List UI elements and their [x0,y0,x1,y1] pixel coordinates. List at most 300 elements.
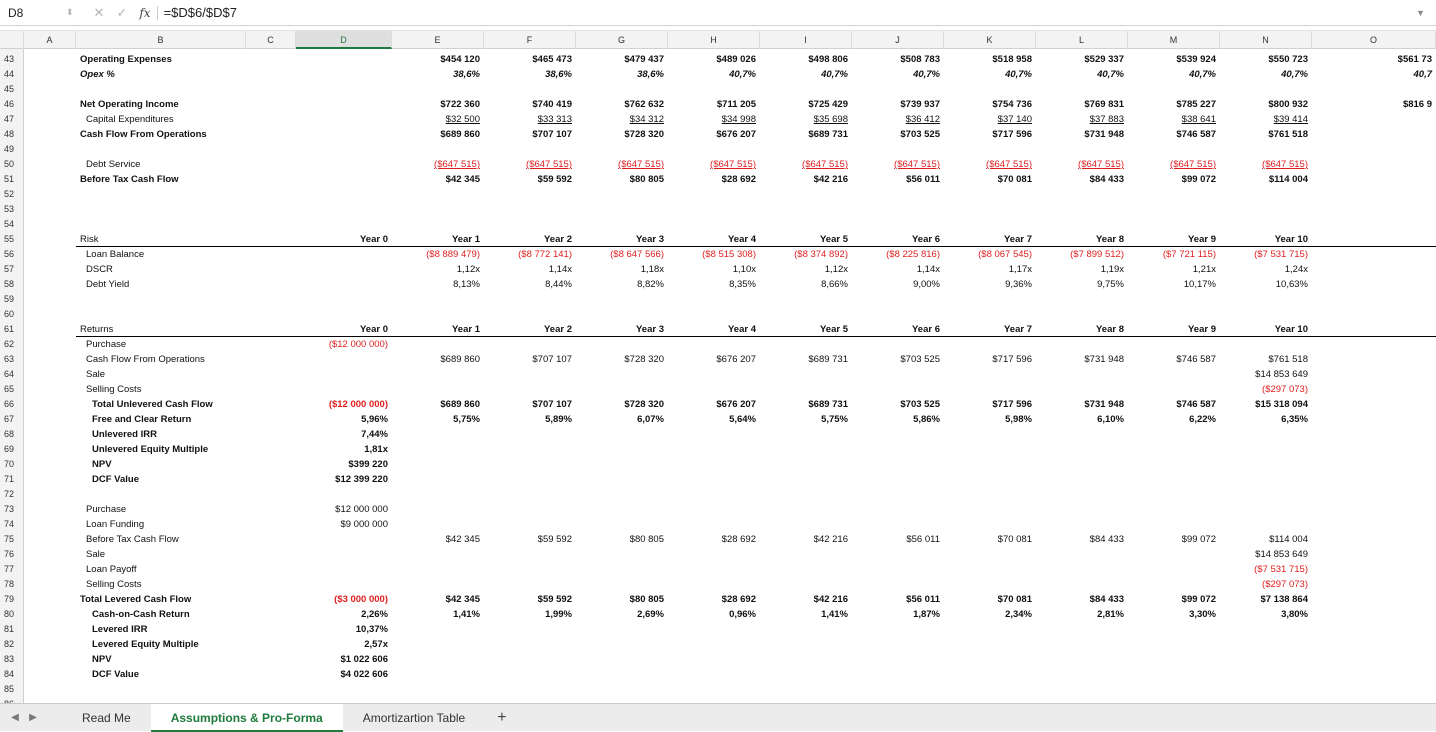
row-header[interactable]: 43 [4,54,15,64]
row-label[interactable]: Selling Costs [86,384,142,395]
select-all-corner[interactable] [0,31,24,49]
row-label[interactable]: Returns [80,324,114,335]
cell-k[interactable]: $37 140 [997,114,1032,125]
cell-l[interactable]: $731 948 [1084,399,1124,410]
row-label[interactable]: Risk [80,234,99,245]
column-header-f[interactable]: F [484,31,576,49]
cell-e[interactable]: 38,6% [453,69,480,80]
cell-j[interactable]: ($647 515) [894,159,940,170]
cell-i[interactable]: $498 806 [808,54,848,65]
cell-n[interactable]: 10,63% [1275,279,1308,290]
row-header[interactable]: 79 [4,594,15,604]
cell-e[interactable]: 1,41% [453,609,480,620]
row-header[interactable]: 66 [4,399,15,409]
column-header-l[interactable]: L [1036,31,1128,49]
row-header[interactable]: 65 [4,384,15,394]
row-header[interactable]: 62 [4,339,15,349]
cell-m[interactable]: ($7 721 115) [1162,249,1216,260]
cell-l[interactable]: ($647 515) [1078,159,1124,170]
cell-h[interactable]: ($8 515 308) [702,249,756,260]
row-header[interactable]: 48 [4,129,15,139]
cell-i[interactable]: 8,66% [821,279,848,290]
cell-d[interactable]: ($3 000 000) [334,594,388,605]
row-label[interactable]: Loan Payoff [86,564,137,575]
cell-g[interactable]: 8,82% [637,279,664,290]
row-header[interactable]: 67 [4,414,15,424]
cell-g[interactable]: $762 632 [624,99,664,110]
cell-j[interactable]: $56 011 [906,174,940,185]
cell-f[interactable]: $33 313 [537,114,572,125]
cell-j[interactable]: $56 011 [906,594,940,605]
row-label[interactable]: Unlevered IRR [92,429,157,440]
cell-i[interactable]: Year 5 [820,324,848,335]
cell-k[interactable]: $518 958 [992,54,1032,65]
cell-o[interactable]: 40,7 [1413,69,1432,80]
cell-k[interactable]: 9,36% [1005,279,1032,290]
cell-g[interactable]: 1,18x [640,264,664,275]
cell-g[interactable]: $80 805 [629,594,664,605]
cell-k[interactable]: $717 596 [992,129,1032,140]
cell-l[interactable]: Year 8 [1096,234,1124,245]
cell-h[interactable]: $676 207 [716,399,756,410]
cell-k[interactable]: 40,7% [1005,69,1032,80]
cell-j[interactable]: 1,14x [916,264,940,275]
row-header[interactable]: 47 [4,114,15,124]
cell-g[interactable]: Year 3 [636,324,664,335]
confirm-icon[interactable]: ✓ [116,4,128,20]
cell-l[interactable]: 40,7% [1097,69,1124,80]
cell-j[interactable]: $703 525 [900,129,940,140]
cell-d[interactable]: $399 220 [348,459,388,470]
cell-f[interactable]: ($8 772 141) [518,249,572,260]
cell-j[interactable]: $56 011 [906,534,940,545]
cell-l[interactable]: $84 433 [1089,174,1124,185]
cell-n[interactable]: $14 853 649 [1255,369,1308,380]
cell-o[interactable]: $816 9 [1402,99,1432,110]
cell-d[interactable]: $12 399 220 [335,474,388,485]
row-label[interactable]: Loan Funding [86,519,145,530]
row-label[interactable]: NPV [92,654,112,665]
cell-e[interactable]: Year 1 [452,234,480,245]
row-label[interactable]: Operating Expenses [80,54,172,65]
cell-g[interactable]: Year 3 [636,234,664,245]
cell-g[interactable]: $728 320 [624,354,664,365]
cell-f[interactable]: $59 592 [537,174,572,185]
row-label[interactable]: Purchase [86,339,127,350]
cell-f[interactable]: $740 419 [532,99,572,110]
cell-j[interactable]: 9,00% [913,279,940,290]
cell-l[interactable]: $84 433 [1089,534,1124,545]
cell-f[interactable]: $59 592 [537,534,572,545]
cell-i[interactable]: $35 698 [813,114,848,125]
cell-d[interactable]: 2,57x [364,639,388,650]
row-label[interactable]: Levered Equity Multiple [92,639,199,650]
fx-icon[interactable]: fx [139,6,157,20]
row-header[interactable]: 61 [4,324,15,334]
cell-d[interactable]: ($12 000 000) [328,339,388,350]
row-label[interactable]: Total Levered Cash Flow [80,594,192,605]
cell-m[interactable]: $99 072 [1181,594,1216,605]
cell-l[interactable]: $769 831 [1084,99,1124,110]
cell-e[interactable]: $42 345 [445,594,480,605]
cell-n[interactable]: 40,7% [1281,69,1308,80]
cell-e[interactable]: $722 360 [440,99,480,110]
cell-l[interactable]: 6,10% [1097,414,1124,425]
row-header[interactable]: 64 [4,369,15,379]
sheet-grid[interactable] [0,49,1436,703]
cell-l[interactable]: 1,19x [1100,264,1124,275]
cell-j[interactable]: $739 937 [900,99,940,110]
row-label[interactable]: Debt Yield [86,279,130,290]
cell-d[interactable]: 5,96% [361,414,388,425]
cell-f[interactable]: $707 107 [532,399,572,410]
cell-f[interactable]: $59 592 [537,594,572,605]
cell-l[interactable]: $731 948 [1084,129,1124,140]
cell-f[interactable]: 8,44% [545,279,572,290]
cell-h[interactable]: 5,64% [729,414,756,425]
cell-i[interactable]: $689 731 [808,354,848,365]
cell-g[interactable]: $728 320 [624,129,664,140]
row-header[interactable]: 82 [4,639,15,649]
cell-m[interactable]: $99 072 [1181,534,1216,545]
cell-k[interactable]: $70 081 [997,174,1032,185]
row-label[interactable]: NPV [92,459,112,470]
cell-l[interactable]: $37 883 [1089,114,1124,125]
cancel-icon[interactable]: ✕ [93,4,105,20]
row-label[interactable]: DCF Value [92,474,139,485]
cell-i[interactable]: $42 216 [813,594,848,605]
row-label[interactable]: Levered IRR [92,624,148,635]
row-header[interactable]: 72 [4,489,15,499]
cell-k[interactable]: 1,17x [1008,264,1032,275]
cell-n[interactable]: $800 932 [1268,99,1308,110]
cell-i[interactable]: $725 429 [808,99,848,110]
row-header[interactable]: 46 [4,99,15,109]
cell-h[interactable]: $676 207 [716,129,756,140]
row-header[interactable]: 80 [4,609,15,619]
row-header[interactable]: 44 [4,69,15,79]
cell-m[interactable]: $539 924 [1176,54,1216,65]
cell-d[interactable]: $4 022 606 [340,669,388,680]
cell-h[interactable]: 0,96% [729,609,756,620]
row-label[interactable]: DSCR [86,264,113,275]
cell-h[interactable]: 1,10x [732,264,756,275]
cell-d[interactable]: ($12 000 000) [328,399,388,410]
cell-h[interactable]: $28 692 [721,594,756,605]
cell-m[interactable]: 40,7% [1189,69,1216,80]
cell-e[interactable]: Year 1 [452,324,480,335]
cell-h[interactable]: Year 4 [728,234,756,245]
row-label[interactable]: Before Tax Cash Flow [80,174,179,185]
cell-d[interactable]: Year 0 [360,324,388,335]
column-header-h[interactable]: H [668,31,760,49]
cell-f[interactable]: Year 2 [544,324,572,335]
cell-e[interactable]: $42 345 [445,534,480,545]
row-header[interactable]: 73 [4,504,15,514]
cell-n[interactable]: $114 004 [1269,534,1308,545]
name-box-stepper-icon[interactable]: ⬍ [66,7,74,17]
row-label[interactable]: Purchase [86,504,127,515]
cell-e[interactable]: ($647 515) [434,159,480,170]
cell-h[interactable]: 8,35% [729,279,756,290]
next-sheet-icon[interactable]: ▶ [29,712,37,723]
row-header[interactable]: 81 [4,624,15,634]
row-header[interactable]: 69 [4,444,15,454]
cell-m[interactable]: 10,17% [1183,279,1216,290]
cell-m[interactable]: $746 587 [1176,129,1216,140]
formula-input[interactable]: =$D$6/$D$7 [163,5,237,20]
row-label[interactable]: Cash Flow From Operations [86,354,205,365]
name-box[interactable]: D8 [8,5,24,20]
cell-d[interactable]: 7,44% [361,429,388,440]
cell-e[interactable]: $454 120 [440,54,480,65]
cell-g[interactable]: $479 437 [624,54,664,65]
cell-l[interactable]: ($7 899 512) [1070,249,1124,260]
row-label[interactable]: Sale [86,549,106,560]
cell-h[interactable]: $34 998 [721,114,756,125]
cell-j[interactable]: Year 6 [912,234,940,245]
cell-f[interactable]: $465 473 [532,54,572,65]
row-header[interactable]: 74 [4,519,15,529]
cell-i[interactable]: 1,41% [821,609,848,620]
cell-h[interactable]: Year 4 [728,324,756,335]
cell-m[interactable]: Year 9 [1188,234,1216,245]
row-header[interactable]: 51 [4,174,15,184]
cell-i[interactable]: $689 731 [808,399,848,410]
row-header[interactable]: 71 [4,474,15,484]
cell-n[interactable]: $114 004 [1268,174,1308,185]
row-header[interactable]: 45 [4,84,15,94]
cell-g[interactable]: 38,6% [637,69,664,80]
cell-f[interactable]: Year 2 [544,234,572,245]
cell-f[interactable]: 5,89% [545,414,572,425]
row-header[interactable]: 57 [4,264,15,274]
cell-m[interactable]: 6,22% [1189,414,1216,425]
cell-k[interactable]: $754 736 [992,99,1032,110]
cell-h[interactable]: ($647 515) [710,159,756,170]
cell-n[interactable]: $7 138 864 [1260,594,1308,605]
cell-n[interactable]: Year 10 [1274,324,1308,335]
cell-g[interactable]: 6,07% [637,414,664,425]
cell-h[interactable]: $489 026 [716,54,756,65]
cell-j[interactable]: Year 6 [912,324,940,335]
cell-l[interactable]: $84 433 [1089,594,1124,605]
cell-k[interactable]: 2,34% [1005,609,1032,620]
cell-d[interactable]: Year 0 [360,234,388,245]
cell-k[interactable]: Year 7 [1004,234,1032,245]
row-label[interactable]: Total Unlevered Cash Flow [92,399,213,410]
add-sheet-button[interactable]: + [497,708,507,726]
row-header[interactable]: 70 [4,459,15,469]
row-header[interactable]: 56 [4,249,15,259]
column-header-a[interactable]: A [24,31,76,49]
expand-formula-icon[interactable]: ▼ [1416,7,1425,18]
cell-l[interactable]: 9,75% [1097,279,1124,290]
cell-j[interactable]: $703 525 [900,354,940,365]
cell-m[interactable]: $38 641 [1181,114,1216,125]
cell-f[interactable]: $707 107 [532,129,572,140]
cell-k[interactable]: $717 596 [992,354,1032,365]
row-header[interactable]: 59 [4,294,15,304]
cell-l[interactable]: 2,81% [1097,609,1124,620]
cell-j[interactable]: $703 525 [900,399,940,410]
cell-i[interactable]: ($647 515) [802,159,848,170]
cell-n[interactable]: $15 318 094 [1255,399,1308,410]
cell-e[interactable]: $32 500 [445,114,480,125]
cell-l[interactable]: $529 337 [1084,54,1124,65]
column-header-k[interactable]: K [944,31,1036,49]
cell-g[interactable]: $34 312 [629,114,664,125]
cell-i[interactable]: $42 216 [813,534,848,545]
cell-f[interactable]: 1,99% [545,609,572,620]
row-header[interactable]: 85 [4,684,15,694]
row-header[interactable]: 68 [4,429,15,439]
row-label[interactable]: DCF Value [92,669,139,680]
cell-d[interactable]: $9 000 000 [340,519,388,530]
row-label[interactable]: Opex % [80,69,115,80]
cell-m[interactable]: $99 072 [1181,174,1216,185]
row-label[interactable]: Net Operating Income [80,99,179,110]
cell-k[interactable]: $717 596 [992,399,1032,410]
cell-d[interactable]: 1,81x [364,444,388,455]
cell-k[interactable]: 5,98% [1005,414,1032,425]
cell-f[interactable]: 1,14x [548,264,572,275]
cell-n[interactable]: $761 518 [1268,129,1308,140]
cell-e[interactable]: $689 860 [440,399,480,410]
cell-n[interactable]: ($297 073) [1262,384,1308,395]
cell-n[interactable]: ($647 515) [1262,159,1308,170]
cell-n[interactable]: $550 723 [1268,54,1308,65]
cell-k[interactable]: ($647 515) [986,159,1032,170]
cell-j[interactable]: ($8 225 816) [886,249,940,260]
row-label[interactable]: Unlevered Equity Multiple [92,444,209,455]
row-header[interactable]: 83 [4,654,15,664]
cell-g[interactable]: ($8 647 566) [610,249,664,260]
column-header-j[interactable]: J [852,31,944,49]
cell-n[interactable]: ($297 073) [1262,579,1308,590]
row-label[interactable]: Loan Balance [86,249,145,260]
row-header[interactable]: 60 [4,309,15,319]
column-header-b[interactable]: B [76,31,246,49]
row-header[interactable]: 77 [4,564,15,574]
row-header[interactable]: 53 [4,204,15,214]
cell-f[interactable]: 38,6% [545,69,572,80]
column-header-i[interactable]: I [760,31,852,49]
cell-h[interactable]: $28 692 [721,534,756,545]
cell-k[interactable]: $70 081 [997,534,1032,545]
cell-h[interactable]: $711 205 [716,99,756,110]
row-label[interactable]: Cash Flow From Operations [80,129,207,140]
cell-m[interactable]: 3,30% [1189,609,1216,620]
cell-n[interactable]: ($7 531 715) [1254,249,1308,260]
row-label[interactable]: Debt Service [86,159,141,170]
row-label[interactable]: Cash-on-Cash Return [92,609,190,620]
row-header[interactable]: 75 [4,534,15,544]
cell-i[interactable]: ($8 374 892) [794,249,848,260]
cell-n[interactable]: ($7 531 715) [1254,564,1308,575]
row-header[interactable]: 50 [4,159,15,169]
row-label[interactable]: Before Tax Cash Flow [86,534,179,545]
cell-e[interactable]: 1,12x [456,264,480,275]
cell-m[interactable]: 1,21x [1192,264,1216,275]
sheet-tab[interactable]: Read Me [82,710,131,725]
cell-j[interactable]: $36 412 [905,114,940,125]
column-header-c[interactable]: C [246,31,296,49]
cell-d[interactable]: 10,37% [355,624,388,635]
cell-j[interactable]: 5,86% [913,414,940,425]
cell-n[interactable]: 6,35% [1281,414,1308,425]
cell-i[interactable]: 1,12x [824,264,848,275]
cell-h[interactable]: 40,7% [729,69,756,80]
cell-i[interactable]: $689 731 [808,129,848,140]
cell-h[interactable]: $676 207 [716,354,756,365]
cell-m[interactable]: Year 9 [1188,324,1216,335]
column-header-m[interactable]: M [1128,31,1220,49]
row-header[interactable]: 49 [4,144,15,154]
row-header[interactable]: 55 [4,234,15,244]
cell-n[interactable]: $14 853 649 [1255,549,1308,560]
cell-e[interactable]: 8,13% [453,279,480,290]
cell-m[interactable]: $746 587 [1176,354,1216,365]
cell-g[interactable]: $80 805 [629,174,664,185]
cell-g[interactable]: $80 805 [629,534,664,545]
cell-k[interactable]: $70 081 [997,594,1032,605]
cell-n[interactable]: 3,80% [1281,609,1308,620]
cell-i[interactable]: $42 216 [813,174,848,185]
cell-e[interactable]: $42 345 [445,174,480,185]
column-header-o[interactable]: O [1312,31,1436,49]
cell-n[interactable]: $39 414 [1273,114,1308,125]
cell-e[interactable]: 5,75% [453,414,480,425]
column-header-g[interactable]: G [576,31,668,49]
column-header-e[interactable]: E [392,31,484,49]
cell-g[interactable]: 2,69% [637,609,664,620]
row-header[interactable]: 84 [4,669,15,679]
cell-e[interactable]: ($8 889 479) [426,249,480,260]
cell-j[interactable]: 40,7% [913,69,940,80]
cell-m[interactable]: ($647 515) [1170,159,1216,170]
cell-m[interactable]: $785 227 [1176,99,1216,110]
column-header-n[interactable]: N [1220,31,1312,49]
cell-k[interactable]: Year 7 [1004,324,1032,335]
cell-n[interactable]: Year 10 [1274,234,1308,245]
row-label[interactable]: Capital Expenditures [86,114,174,125]
cell-k[interactable]: ($8 067 545) [978,249,1032,260]
cell-n[interactable]: $761 518 [1268,354,1308,365]
cell-j[interactable]: 1,87% [913,609,940,620]
cell-i[interactable]: 5,75% [821,414,848,425]
cell-e[interactable]: $689 860 [440,354,480,365]
column-header-d[interactable]: D [296,31,392,49]
row-label[interactable]: Sale [86,369,106,380]
row-header[interactable]: 76 [4,549,15,559]
cell-l[interactable]: Year 8 [1096,324,1124,335]
cell-f[interactable]: ($647 515) [526,159,572,170]
row-header[interactable]: 52 [4,189,15,199]
cell-g[interactable]: $728 320 [624,399,664,410]
row-label[interactable]: Selling Costs [86,579,142,590]
cell-d[interactable]: $12 000 000 [335,504,388,515]
cell-j[interactable]: $508 783 [900,54,940,65]
cell-g[interactable]: ($647 515) [618,159,664,170]
cell-h[interactable]: $28 692 [721,174,756,185]
row-label[interactable]: Free and Clear Return [92,414,192,425]
row-header[interactable]: 78 [4,579,15,589]
cell-d[interactable]: 2,26% [361,609,388,620]
sheet-tab[interactable]: Assumptions & Pro-Forma [151,704,343,732]
cell-f[interactable]: $707 107 [532,354,572,365]
row-header[interactable]: 63 [4,354,15,364]
